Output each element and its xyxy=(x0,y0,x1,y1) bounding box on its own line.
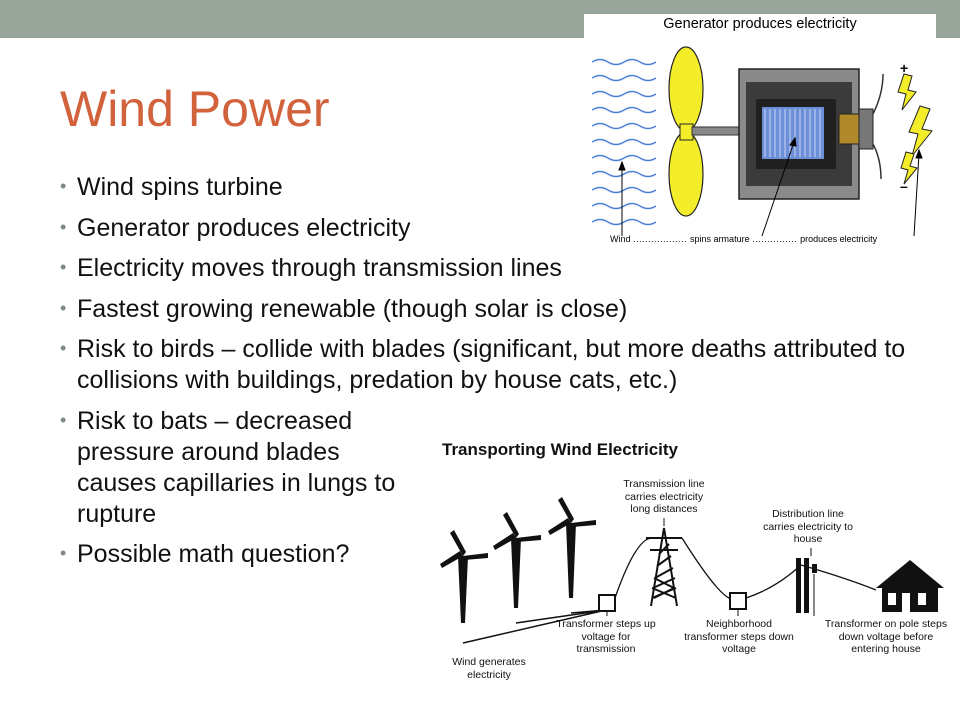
transformer-icon xyxy=(730,593,746,609)
bullet-text: Risk to birds – collide with blades (significant, but more deaths attributed to collisions with buildings, predation by house cats, etc.) xyxy=(77,335,906,394)
bullet-dot-icon: • xyxy=(60,216,67,237)
bullet-text: Possible math question? xyxy=(77,540,350,568)
bullet-item xyxy=(58,334,908,396)
transport-diagram xyxy=(436,438,960,698)
bullet-text: Fastest growing renewable (though solar is close) xyxy=(77,294,628,323)
label-armature: spins armature xyxy=(690,234,750,244)
bullet-dot-icon: • xyxy=(60,297,67,318)
bullet-text: Wind spins turbine xyxy=(77,173,283,201)
transformer-icon xyxy=(812,564,817,573)
bullet-text: Risk to bats – decreased pressure around blades causes capillaries in lungs to rupture xyxy=(77,406,396,528)
leader-dots: ............... xyxy=(752,234,801,244)
bullet-text: Electricity moves through transmission lines xyxy=(77,254,562,282)
leader-dots: .................. xyxy=(633,234,691,244)
transmission-tower-icon xyxy=(646,528,682,606)
transport-title: Transporting Wind Electricity xyxy=(442,440,678,459)
generator-illustration xyxy=(584,14,936,249)
utility-pole-icon xyxy=(796,558,801,613)
wind-lines xyxy=(592,60,656,225)
minus-sign: – xyxy=(900,178,908,194)
label-step-up: Transformer steps up voltage for transmission xyxy=(556,618,656,655)
generator-label-row xyxy=(610,234,877,244)
slide-title: Wind Power xyxy=(60,81,330,137)
label-pole-transformer: Transformer on pole steps down voltage before entering house xyxy=(824,618,948,655)
bullet-dot-icon: • xyxy=(60,543,67,563)
lightning-icon xyxy=(909,106,932,156)
house-icon xyxy=(876,560,944,612)
bullet-dot-icon: • xyxy=(60,409,67,430)
label-output: produces electricity xyxy=(800,234,878,244)
generator-diagram xyxy=(584,14,936,249)
label-transmission: Transmission line carries electricity long distances xyxy=(623,478,705,515)
motor-housing xyxy=(739,69,873,199)
bullet-item xyxy=(58,253,908,284)
lightning-icon xyxy=(898,74,916,110)
bullet-dot-icon: • xyxy=(60,176,67,196)
bullet-text: Generator produces electricity xyxy=(77,213,411,242)
bullet-dot-icon: • xyxy=(60,338,67,358)
bullet-item xyxy=(58,406,407,530)
bullet-item xyxy=(58,294,908,325)
wind-turbines xyxy=(440,497,596,623)
transformer-icon xyxy=(599,595,615,611)
label-neighborhood: Neighborhood transformer steps down voltage xyxy=(684,618,794,655)
shaft xyxy=(692,127,742,135)
bullet-dot-icon: • xyxy=(60,257,67,277)
label-wind: Wind xyxy=(610,234,631,244)
label-distribution: Distribution line carries electricity to house xyxy=(763,508,853,545)
generator-caption: Generator produces electricity xyxy=(663,16,857,32)
label-wind-generates: Wind generates electricity xyxy=(452,656,526,681)
plus-sign: + xyxy=(900,60,909,76)
